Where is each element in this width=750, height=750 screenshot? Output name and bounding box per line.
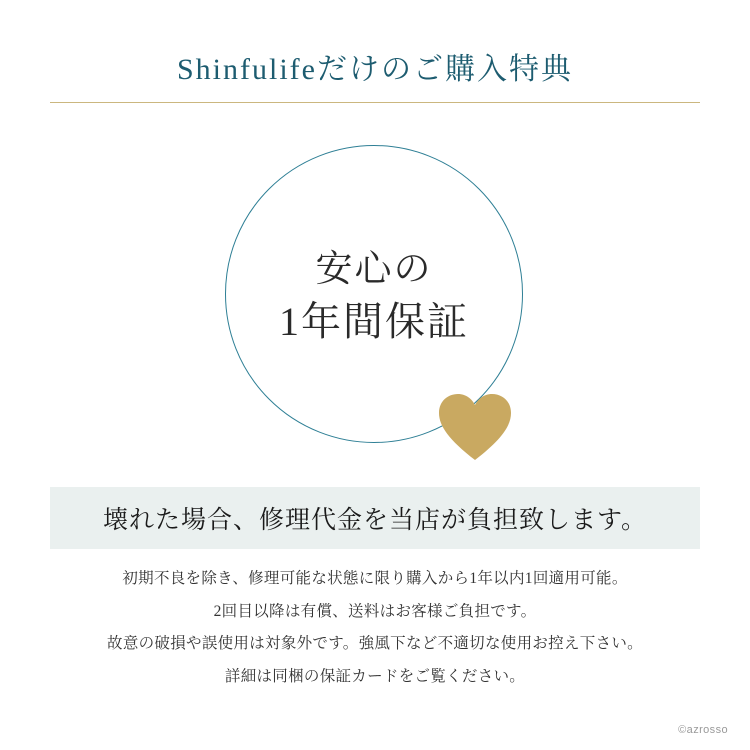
page-header [0, 44, 750, 88]
terms-notes [0, 563, 750, 693]
warranty-badge-text [225, 245, 523, 349]
terms-note-2: 2回目以降は有償、送料はお客様ご負担です。 [213, 602, 537, 620]
terms-note-1: 初期不良を除き、修理可能な状態に限り購入から1年以内1回適用可能。 [122, 570, 628, 587]
header-divider [50, 102, 700, 103]
terms-note-4: 詳細は同梱の保証カードをご覧ください。 [224, 667, 526, 685]
warranty-badge-line1: 安心の [315, 249, 433, 290]
page-title: Shinfulifeだけのご購入特典 [177, 53, 573, 86]
coverage-banner-text: 壊れた場合、修理代金を当店が負担致します。 [102, 507, 647, 534]
copyright-credit: ©azrosso [678, 724, 728, 736]
heart-icon [437, 392, 513, 462]
warranty-badge-line2: 1年間保証 [279, 298, 469, 344]
coverage-banner [50, 487, 700, 549]
warranty-badge [0, 145, 750, 475]
terms-note-3: 故意の破損や誤使用は対象外です。強風下など不適切な使用お控え下さい。 [107, 635, 643, 653]
